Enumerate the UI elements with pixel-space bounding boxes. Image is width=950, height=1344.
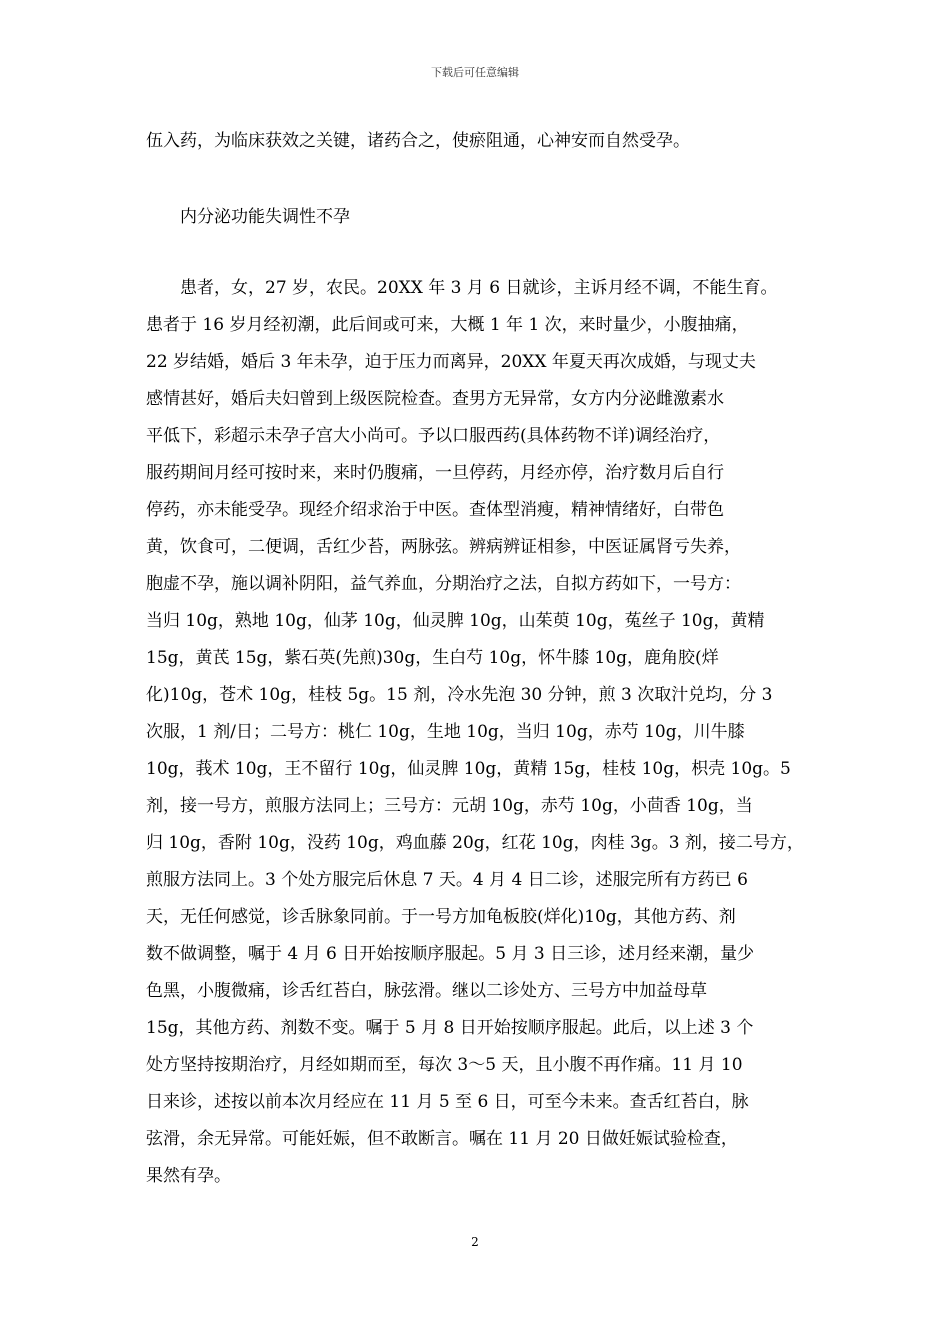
paragraph-line: 患者，女，27 岁，农民。20XX 年 3 月 6 日就诊，主诉月经不调，不能生育。 xyxy=(180,278,778,298)
paragraph-line: 10g，莪术 10g，王不留行 10g，仙灵脾 10g，黄精 15g，桂枝 10g，枳壳 10g。5 xyxy=(146,759,791,779)
paragraph-line: 果然有孕。 xyxy=(146,1166,231,1186)
paragraph-line: 胞虚不孕，施以调补阴阳，益气养血，分期治疗之法，自拟方药如下，一号方： xyxy=(146,574,741,594)
paragraph-line: 服药期间月经可按时来，来时仍腹痛，一旦停药，月经亦停，治疗数月后自行 xyxy=(146,463,724,483)
paragraph-line: 15g，其他方药、剂数不变。嘱于 5 月 8 日开始按顺序服起。此后，以上述 3 个 xyxy=(146,1018,754,1038)
paragraph-line: 处方坚持按期治疗，月经如期而至，每次 3～5 天，且小腹不再作痛。11 月 10 xyxy=(146,1055,743,1075)
paragraph-line: 色黑，小腹微痛，诊舌红苔白，脉弦滑。继以二诊处方、三号方中加益母草 xyxy=(146,981,707,1001)
paragraph-line: 22 岁结婚，婚后 3 年未孕，迫于压力而离异，20XX 年夏天再次成婚，与现丈夫 xyxy=(146,352,756,372)
paragraph-line: 次服，1 剂/日；二号方：桃仁 10g，生地 10g，当归 10g，赤芍 10g，川牛膝 xyxy=(146,722,745,742)
paragraph-line: 日来诊，述按以前本次月经应在 11 月 5 至 6 日，可至今未来。查舌红苔白，脉 xyxy=(146,1092,749,1112)
case-paragraph xyxy=(146,270,814,1195)
paragraph-line: 数不做调整，嘱于 4 月 6 日开始按顺序服起。5 月 3 日三诊，述月经来潮，量少 xyxy=(146,944,755,964)
paragraph-line: 感情甚好，婚后夫妇曾到上级医院检查。查男方无异常，女方内分泌雌激素水 xyxy=(146,389,724,409)
paragraph-line: 化)10g，苍术 10g，桂枝 5g。15 剂，冷水先泡 30 分钟，煎 3 次取汁兑均，分 3 xyxy=(146,685,773,705)
paragraph-line: 天，无任何感觉，诊舌脉象同前。于一号方加龟板胶(烊化)10g，其他方药、剂 xyxy=(146,907,736,927)
paragraph-line: 伍入药，为临床获效之关键，诸药合之，使瘀阻通，心神安而自然受孕。 xyxy=(146,131,690,151)
section-heading-text: 内分泌功能失调性不孕 xyxy=(180,207,350,227)
paragraph-line: 患者于 16 岁月经初潮，此后间或可来，大概 1 年 1 次，来时量少，小腹抽痛， xyxy=(146,315,749,335)
paragraph-line: 弦滑，余无异常。可能妊娠，但不敢断言。嘱在 11 月 20 日做妊娠试验检查， xyxy=(146,1129,738,1149)
page-number: 2 xyxy=(471,1235,479,1249)
paragraph-line: 黄，饮食可，二便调，舌红少苔，两脉弦。辨病辨证相参，中医证属肾亏失养， xyxy=(146,537,741,557)
paragraph-line: 剂，接一号方，煎服方法同上；三号方：元胡 10g，赤芍 10g，小茴香 10g，当 xyxy=(146,796,753,816)
paragraph-line: 煎服方法同上。3 个处方服完后休息 7 天。4 月 4 日二诊，述服完所有方药已 6 xyxy=(146,870,748,890)
page-header: 下载后可任意编辑 xyxy=(431,66,519,79)
section-heading xyxy=(146,199,814,236)
paragraph-line: 归 10g，香附 10g，没药 10g，鸡血藤 20g，红花 10g，肉桂 3g。3 剂，接二号方， xyxy=(146,833,804,853)
paragraph-line: 停药，亦未能受孕。现经介绍求治于中医。查体型消瘦，精神情绪好，白带色 xyxy=(146,500,724,520)
paragraph-line: 平低下，彩超示未孕子宫大小尚可。予以口服西药(具体药物不详)调经治疗， xyxy=(146,426,721,446)
paragraph-line: 15g，黄芪 15g，紫石英(先煎)30g，生白芍 10g，怀牛膝 10g，鹿角胶(烊 xyxy=(146,648,719,668)
paragraph-line: 当归 10g，熟地 10g，仙茅 10g，仙灵脾 10g，山茱萸 10g，菟丝子 10g，黄精 xyxy=(146,611,765,631)
continuation-paragraph xyxy=(146,123,814,160)
